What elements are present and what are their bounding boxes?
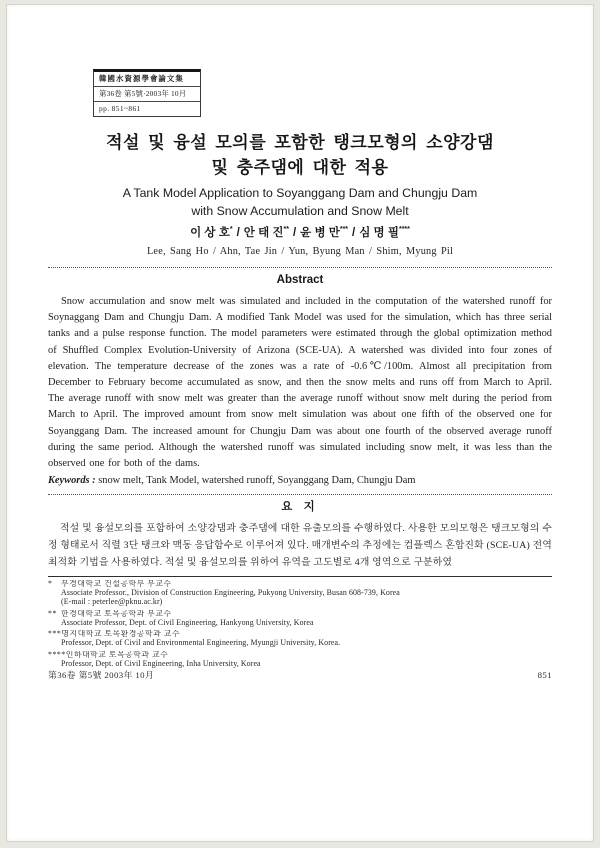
paper-title-english bbox=[48, 185, 552, 220]
footnote-korean-line bbox=[48, 580, 552, 589]
author-separator: / bbox=[352, 227, 356, 239]
main-column bbox=[48, 130, 552, 672]
author-affiliation-mark: * bbox=[229, 226, 233, 234]
author-affiliation-mark: ** bbox=[283, 226, 289, 234]
korean-abstract-text: 적설 및 융설모의를 포함하여 소양강댐과 충주댐에 대한 유출모의를 수행하였다. 사용한 모의모형은 탱크모형의 수정 형태로서 직렬 3단 탱크와 맥동 응답함수로 이루어져 있다. 매개변수의 추정에는 컴플렉스 혼합진화 (SCE-UA) 전역최적화 기법을 사용하였다. 적설 및 융설모의를 위하여 유역을 고도별로 4개 영역으로 구분하였 bbox=[48, 523, 552, 569]
keywords-label: Keywords : bbox=[48, 475, 96, 487]
footnote bbox=[48, 610, 552, 628]
paper-title-english-line1: A Tank Model Application to Soyanggang Dam and Chungju Dam bbox=[122, 186, 478, 200]
author-separator: / bbox=[236, 227, 240, 239]
dotted-divider bbox=[48, 267, 552, 268]
footnote-divider bbox=[48, 576, 552, 577]
author-separator: / bbox=[292, 227, 297, 239]
footnote-korean-text: 한경대학교 토목공학과 부교수 bbox=[61, 609, 172, 618]
abstract-heading: Abstract bbox=[276, 274, 324, 286]
authors-korean bbox=[48, 226, 552, 241]
author-affiliation-mark: *** bbox=[339, 226, 349, 234]
page-content bbox=[7, 5, 593, 841]
dotted-divider bbox=[48, 494, 552, 495]
footnote-mark: ** bbox=[48, 609, 57, 618]
journal-pages: pp. 851~861 bbox=[99, 104, 141, 113]
footnote-korean-text: 인하대학교 토목공학과 교수 bbox=[65, 650, 169, 659]
author-affiliation-mark: **** bbox=[398, 226, 410, 234]
footnote-english-line: Professor, Dept. of Civil Engineering, Inha University, Korea bbox=[61, 659, 261, 668]
footnote-english-line: Associate Professor., Division of Construction Engineering, Pukyong University, Busan 608-739, Korea bbox=[61, 589, 400, 598]
footnote-mark: * bbox=[48, 580, 53, 589]
footnote-mark: *** bbox=[48, 630, 62, 639]
keywords-list: snow melt, Tank Model, watershed runoff, Soyanggang Dam, Chungju Dam bbox=[98, 475, 416, 487]
paper-title-english-line2: with Snow Accumulation and Snow Melt bbox=[191, 203, 409, 218]
footnote bbox=[48, 630, 552, 648]
paper-title-korean-line2: 및 충주댐에 대한 적용 bbox=[211, 158, 389, 177]
footnote-korean-line bbox=[48, 651, 552, 660]
author-name: 윤 병 만 bbox=[300, 227, 340, 239]
keywords-line bbox=[48, 473, 552, 489]
footnote-mark: **** bbox=[48, 650, 66, 659]
footnote-english-line: Associate Professor, Dept. of Civil Engineering, Hankyong University, Korea bbox=[61, 618, 314, 627]
footnotes-section bbox=[48, 580, 552, 669]
paper-title-korean bbox=[48, 130, 552, 180]
footnote-korean-text: 부경대학교 건설공학부 부교수 bbox=[61, 580, 172, 589]
footnote bbox=[48, 651, 552, 669]
paper-title-korean-line1: 적설 및 융설 모의를 포함한 탱크모형의 소양강댐 bbox=[106, 133, 494, 152]
footnote-korean-line bbox=[48, 630, 552, 639]
journal-info-box bbox=[93, 69, 201, 117]
author-name: 이 상 호 bbox=[190, 227, 230, 239]
scanned-paper-page bbox=[6, 4, 594, 842]
page-footer bbox=[48, 670, 552, 681]
korean-abstract-heading: 요 지 bbox=[281, 501, 319, 514]
journal-issue: 第36卷 第5號·2003年 10月 bbox=[94, 87, 200, 102]
footnote-korean-line bbox=[48, 610, 552, 619]
abstract-text: Snow accumulation and snow melt was simulated and included in the computation of the watershed runoff for Soynaggang Dam and Chungju Dam. A modified Tank Model was used for the simulation, which has three serial tanks and a pulse response function. The model parameters were estimated through the global optimization method of Shuffled Complex Evolution-University of Arizona (SCE-UA). A watershed was divided into four zones of elevation. The temperature decrease of the zones was a rate of -0.6℃/100m. Almost all precipitation from December to February become accumulated as snow, and then the snow melts and runs off from March to April. The average runoff with snow melt was greater than the average runoff without snow melt during the period from March to April. The improved amount from snow melt simulation was about one fifth of the observed one for Soyanggang Dam. The increased amount for Chungju Dam was about one fourth of the observed average runoff during the same period. Although the watershed runoff was simulated including snow melt, it was less than the observed one for both of the dams. bbox=[48, 296, 552, 470]
footer-page-number: 851 bbox=[537, 670, 552, 680]
author-name: 심 명 필 bbox=[359, 227, 399, 239]
footnote-korean-text: 명지대학교 토목환경공학과 교수 bbox=[61, 630, 181, 639]
footer-issue: 第36卷 第5號 2003年 10月 bbox=[48, 670, 155, 680]
footnote-email-line: (E-mail : peterlee@pknu.ac.kr) bbox=[61, 598, 163, 607]
footnote-english-line: Professor, Dept. of Civil and Environmental Engineering, Myungji University, Korea. bbox=[61, 639, 341, 648]
authors-english: Lee, Sang Ho / Ahn, Tae Jin / Yun, Byung Man / Shim, Myung Pil bbox=[146, 246, 454, 257]
journal-name: 韓國水資源學會論文集 bbox=[94, 72, 200, 87]
footnote bbox=[48, 580, 552, 607]
author-name: 안 태 진 bbox=[243, 227, 284, 239]
